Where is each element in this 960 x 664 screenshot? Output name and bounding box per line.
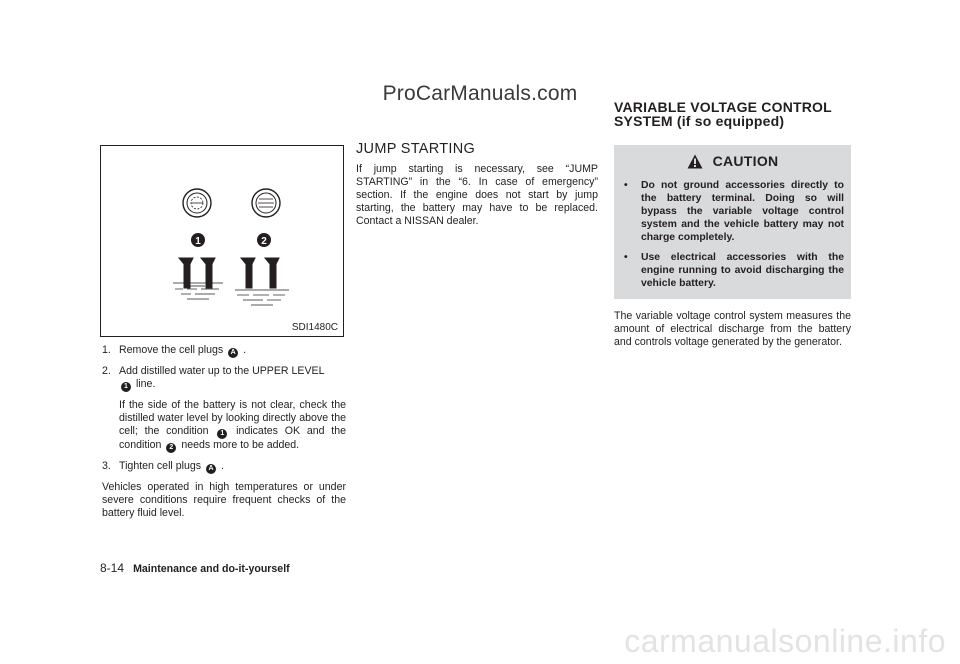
- label-1-marker: [191, 233, 205, 247]
- circled-symbol: A: [228, 348, 238, 358]
- cell-plates-left: [173, 258, 223, 299]
- step-note-text: If the side of the battery is not clear, check the distilled water level by looking directly above the cell; the condition: [119, 399, 346, 437]
- vvc-heading-line1: VARIABLE VOLTAGE CONTROL: [614, 99, 832, 115]
- page-number: 8-14: [100, 561, 125, 575]
- caution-item-text: Do not ground accessories directly to the battery terminal. Doing so will bypass the variable voltage control system and the vehicle battery may not charge completely.: [641, 180, 844, 243]
- page-footer: [100, 561, 290, 575]
- caution-item: [624, 251, 844, 290]
- closing-paragraph: Vehicles operated in high temperatures or under severe conditions require frequent checks of the battery fluid level.: [102, 481, 346, 519]
- step-text-end: line.: [135, 378, 156, 390]
- step-number: 2.: [102, 365, 111, 377]
- step-text: Add distilled water up to the UPPER LEVEL: [119, 365, 325, 377]
- step-2: [102, 365, 346, 453]
- caution-list: [624, 179, 844, 297]
- caution-box: [614, 145, 851, 299]
- step-3: [102, 460, 346, 474]
- circled-symbol: A: [206, 464, 216, 474]
- bullet-icon: •: [624, 252, 628, 263]
- battery-fluid-figure: [100, 145, 344, 337]
- vvc-body: The variable voltage control system measures the amount of electrical discharge from the battery and controls voltage generated by the generator.: [614, 310, 851, 348]
- step-text: Tighten cell plugs: [119, 460, 202, 472]
- section-name: Maintenance and do-it-yourself: [133, 563, 290, 575]
- step-note-text: indicates OK and the condition: [119, 425, 347, 451]
- circled-symbol: 1: [217, 429, 227, 439]
- watermark-bottom: carmanualsonline.info: [624, 623, 946, 659]
- step-number: 3.: [102, 460, 111, 472]
- warning-triangle-icon: [687, 154, 703, 169]
- cell-cap-left: [183, 189, 211, 217]
- label-2-marker: [257, 233, 271, 247]
- step-note-text: needs more to be added.: [181, 439, 300, 451]
- cell-cap-right: [252, 189, 280, 217]
- step-text: Remove the cell plugs: [119, 344, 224, 356]
- jump-starting-section: [356, 141, 598, 228]
- step-text-end: .: [243, 344, 247, 356]
- step-1: [102, 344, 346, 358]
- jump-starting-heading: JUMP STARTING: [356, 141, 476, 157]
- battery-fluid-steps: [102, 344, 346, 520]
- step-number: 1.: [102, 344, 111, 356]
- jump-starting-body: If jump starting is necessary, see “JUMP STARTING” in the “6. In case of emergency” section. If the engine does not start by jump starting, the battery may have to be replaced. Contact a NISSAN dealer.: [356, 163, 598, 227]
- label-1-text: 1: [195, 236, 201, 247]
- step-text-end: .: [220, 460, 224, 472]
- bullet-icon: •: [624, 180, 628, 191]
- vvc-heading-line2: SYSTEM (if so equipped): [614, 113, 785, 129]
- battery-cells-illustration: [101, 146, 343, 336]
- circled-symbol: 2: [166, 443, 176, 453]
- figure-code: SDI1480C: [291, 322, 338, 333]
- cell-plates-right: [235, 258, 289, 305]
- caution-title: CAUTION: [712, 153, 779, 169]
- caution-item-text: Use electrical accessories with the engine running to avoid discharging the vehicle battery.: [641, 252, 844, 289]
- watermark-top: ProCarManuals.com: [382, 82, 578, 105]
- circled-symbol: 1: [121, 382, 131, 392]
- caution-header: [614, 153, 851, 169]
- caution-item: [624, 179, 844, 244]
- vvc-heading-block: [614, 100, 854, 128]
- label-2-text: 2: [261, 236, 267, 247]
